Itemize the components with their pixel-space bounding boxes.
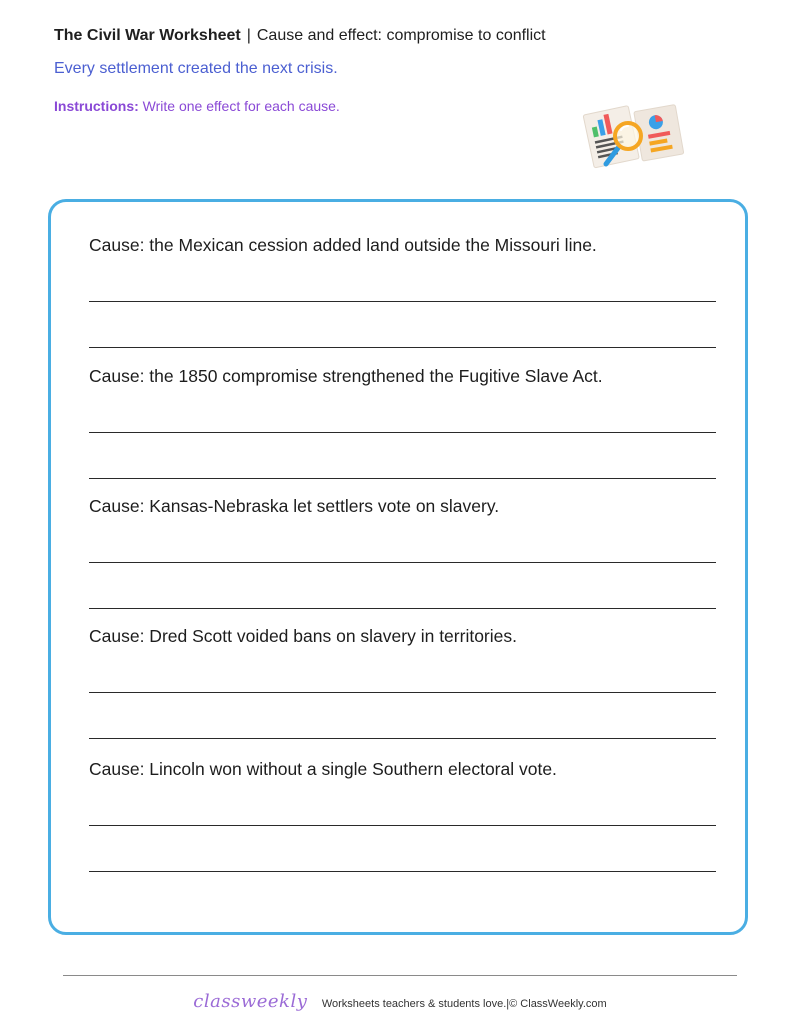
footer-copyright: © ClassWeekly.com: [509, 998, 607, 1010]
cause-item-3: [89, 495, 716, 517]
answer-line[interactable]: [89, 478, 716, 479]
worksheet-title: The Civil War Worksheet: [54, 27, 241, 44]
footer: [0, 991, 800, 1012]
worksheet-header: [54, 26, 754, 46]
cause-item-1: [89, 234, 716, 256]
instructions-text: Write one effect for each cause.: [142, 98, 340, 114]
title-separator: |: [246, 27, 251, 44]
footer-tagline: Worksheets teachers & students love.: [321, 998, 507, 1010]
answer-line[interactable]: [89, 432, 716, 433]
answer-line[interactable]: [89, 562, 716, 563]
instructions-label: Instructions:: [54, 98, 139, 114]
documents-magnifier-icon: [578, 100, 690, 174]
cause-item-4: [89, 625, 716, 647]
cause-item-2: [89, 365, 716, 387]
cause-text: Cause: Lincoln won without a single Southern electoral vote.: [89, 759, 557, 779]
answer-line[interactable]: [89, 608, 716, 609]
answer-line[interactable]: [89, 871, 716, 872]
title-line: [54, 26, 754, 46]
answer-line[interactable]: [89, 738, 716, 739]
cause-text: Cause: the 1850 compromise strengthened the Fugitive Slave Act.: [89, 366, 603, 386]
cause-item-5: [89, 758, 716, 780]
brand-logo: classweekly: [193, 991, 308, 1012]
answer-line[interactable]: [89, 301, 716, 302]
footer-divider: [63, 975, 737, 976]
worksheet-subtitle: Every settlement created the next crisis.: [54, 60, 338, 77]
footer-separator: |: [506, 998, 510, 1010]
cause-text: Cause: Kansas-Nebraska let settlers vote on slavery.: [89, 496, 500, 516]
cause-text: Cause: Dred Scott voided bans on slavery in territories.: [89, 626, 517, 646]
cause-text: Cause: the Mexican cession added land outside the Missouri line.: [89, 235, 597, 255]
answer-line[interactable]: [89, 825, 716, 826]
answer-line[interactable]: [89, 347, 716, 348]
instructions: [54, 98, 340, 114]
worksheet-topic: Cause and effect: compromise to conflict: [256, 27, 546, 44]
answer-line[interactable]: [89, 692, 716, 693]
cause-effect-card: [48, 199, 748, 935]
